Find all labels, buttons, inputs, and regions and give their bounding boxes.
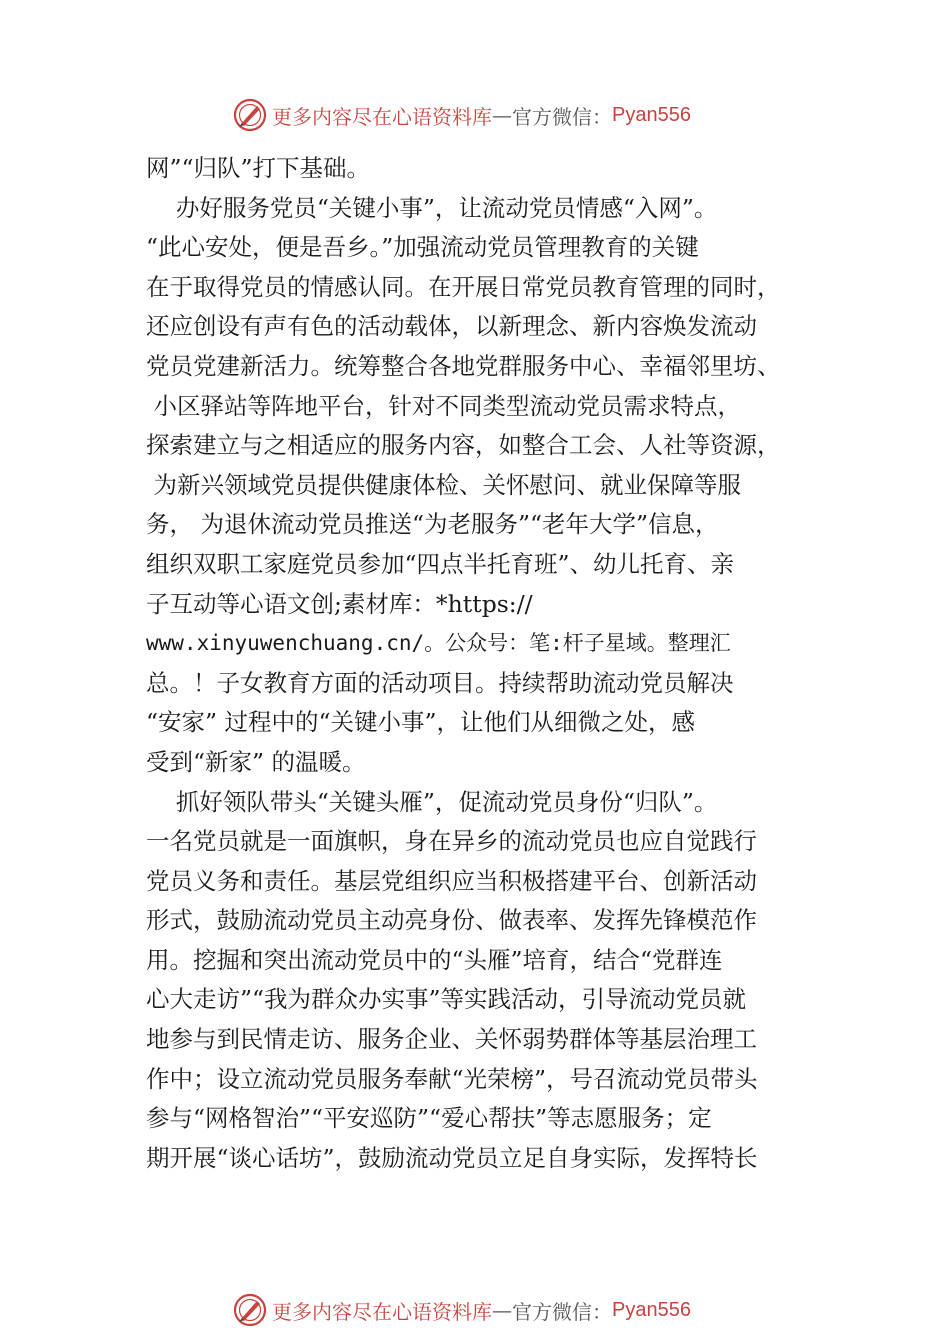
text-line: 务， 为退休流动党员推送“为老服务”“老年大学”信息， xyxy=(146,510,719,539)
text-line: 一名党员就是一面旗帜，身在异乡的流动党员也应自觉践行 xyxy=(146,827,757,856)
banner-text: 更多内容尽在心语资料库 xyxy=(272,1299,492,1324)
banner-wechat-label: 官方微信： xyxy=(512,104,612,129)
text-line: 子互动等心语文创;素材库：*https:// xyxy=(146,589,533,618)
text-line: 办好服务党员“关键小事”，让流动党员情感“入网”。 xyxy=(146,193,718,222)
text-line: “此心安处，便是吾乡。”加强流动党员管理教育的关键 xyxy=(146,233,699,262)
brush-logo-icon xyxy=(232,1292,268,1328)
document-body xyxy=(146,149,836,1178)
text-line: 抓好领队带头“关键头雁”，促流动党员身份“归队”。 xyxy=(146,787,718,816)
text-line: 在于取得党员的情感认同。在开展日常党员教育管理的同时， xyxy=(146,272,781,301)
text-line: 总。！子女教育方面的活动项目。持续帮助流动党员解决 xyxy=(146,668,734,697)
text-line: 组织双职工家庭党员参加“四点半托育班”、幼儿托育、亲 xyxy=(146,549,735,578)
banner-wechat-label: 官方微信： xyxy=(512,1299,612,1324)
text-line: 为新兴领域党员提供健康体检、关怀慰问、就业保障等服 xyxy=(146,470,741,499)
text-line: 探索建立与之相适应的服务内容，如整合工会、人社等资源， xyxy=(146,431,781,460)
text-line: 用。挖掘和突出流动党员中的“头雁”培育，结合“党群连 xyxy=(146,945,723,974)
text-line-url: www.xinyuwenchuang.cn/。公众号：笔:杆子星域。整理汇 xyxy=(146,631,731,656)
banner-separator: — xyxy=(492,103,512,127)
brush-logo-icon xyxy=(232,97,268,133)
text-line: 党员党建新活力。统筹整合各地党群服务中心、幸福邻里坊、 xyxy=(146,351,781,380)
text-line: 受到“新家” 的温暖。 xyxy=(146,747,366,776)
banner-wechat-id: Pyan556 xyxy=(612,1298,691,1321)
text-line: 作中；设立流动党员服务奉献“光荣榜”，号召流动党员带头 xyxy=(146,1064,758,1093)
header-banner xyxy=(232,95,691,135)
banner-wechat-id: Pyan556 xyxy=(612,103,691,126)
text-line: 期开展“谈心话坊”，鼓励流动党员立足自身实际，发挥特长 xyxy=(146,1143,758,1172)
banner-text: 更多内容尽在心语资料库 xyxy=(272,104,492,129)
text-line: 还应创设有声有色的活动载体，以新理念、新内容焕发流动 xyxy=(146,312,757,341)
text-line: 形式，鼓励流动党员主动亮身份、做表率、发挥先锋模范作 xyxy=(146,906,757,935)
text-line: “安家” 过程中的“关键小事”，让他们从细微之处，感 xyxy=(146,708,696,737)
text-line: 地参与到民情走访、服务企业、关怀弱势群体等基层治理工 xyxy=(146,1025,757,1054)
text-line: 心大走访”“我为群众办实事”等实践活动，引导流动党员就 xyxy=(146,985,747,1014)
text-line: 参与“网格智治”“平安巡防”“爱心帮扶”等志愿服务；定 xyxy=(146,1104,712,1133)
banner-separator: — xyxy=(492,1298,512,1322)
footer-banner xyxy=(232,1290,691,1330)
text-line: 党员义务和责任。基层党组织应当积极搭建平台、创新活动 xyxy=(146,866,757,895)
text-line: 小区驿站等阵地平台，针对不同类型流动党员需求特点， xyxy=(146,391,741,420)
text-line: 网”“归队”打下基础。 xyxy=(146,154,371,182)
